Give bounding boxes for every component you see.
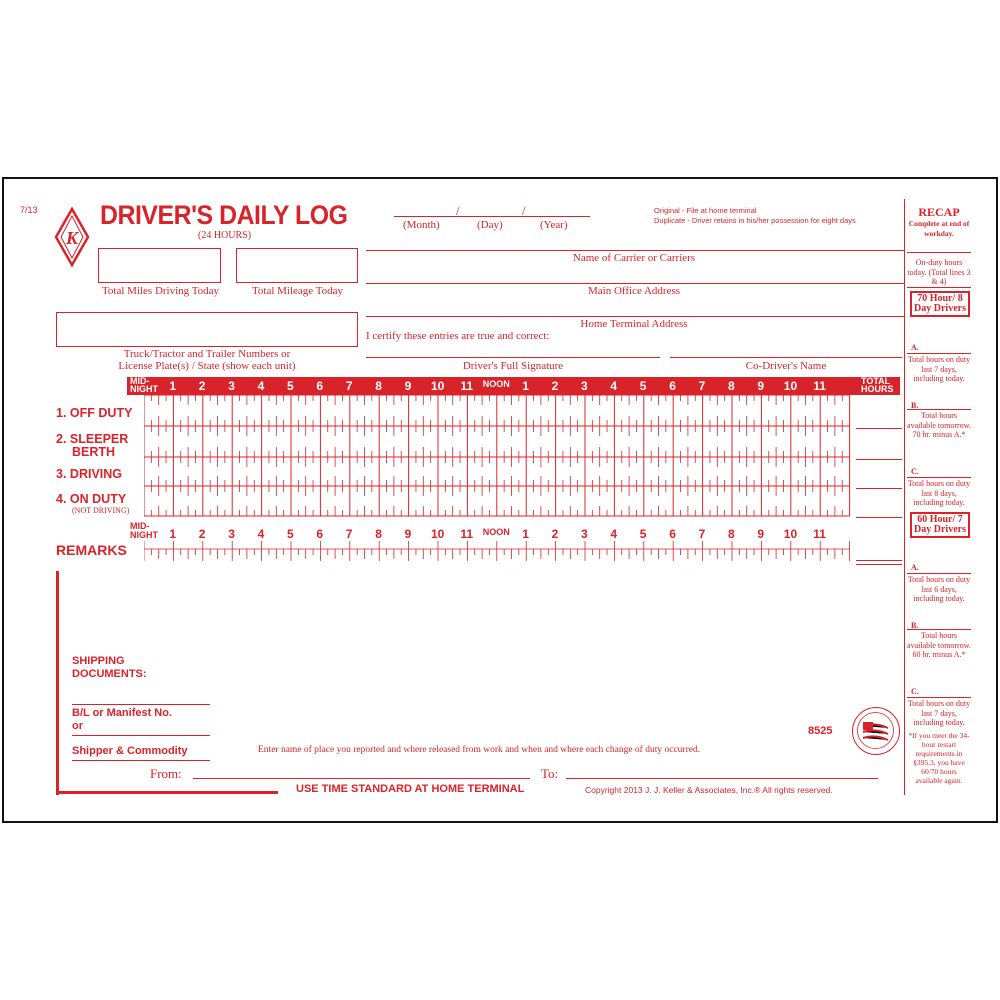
- hour-bottom-4: 4: [257, 527, 265, 541]
- recap-70-c: Total hours on duty last 8 days, including today.: [907, 479, 971, 507]
- hour-top-4: 4: [257, 379, 265, 393]
- hour-top-1: 1: [169, 379, 177, 393]
- truck-trailer-label: [56, 349, 358, 372]
- recap-70-c-label: C.: [911, 467, 919, 476]
- total-mileage-field[interactable]: [236, 248, 358, 283]
- recap-70-hour-box: 70 Hour/ 8 Day Drivers: [910, 291, 970, 317]
- row-on-duty-sub: (NOT DRIVING): [72, 506, 130, 515]
- signature-field[interactable]: [366, 357, 660, 358]
- shipping-line1: SHIPPING: [72, 655, 125, 667]
- date-slash-2: /: [522, 203, 526, 218]
- recap-rule: [907, 252, 971, 253]
- hour-bottom-9: 9: [757, 527, 765, 541]
- certify-statement: I certify these entries are true and correct:: [366, 330, 550, 342]
- carrier-field[interactable]: [366, 283, 904, 284]
- recap-70-b-field[interactable]: [907, 409, 971, 410]
- month-label: (Month): [403, 219, 440, 231]
- row-off-duty-label: [56, 407, 132, 420]
- total-hours-sleeper[interactable]: [856, 459, 902, 460]
- hour-top-9: 9: [404, 379, 412, 393]
- total-hours-top: TOTAL: [861, 376, 891, 386]
- hour-top-7: 7: [698, 379, 706, 393]
- hour-header-bar: [127, 377, 900, 395]
- shipping-documents-label: [72, 655, 147, 681]
- row-text: SLEEPER: [69, 432, 129, 446]
- recap-70-a: Total hours on duty last 7 days, including today.: [907, 355, 971, 383]
- hour-top-11: 11: [460, 379, 474, 393]
- hour-bottom-5: 5: [287, 527, 294, 541]
- svg-text:K: K: [65, 228, 79, 248]
- flag-icon: [853, 708, 898, 753]
- carrier-label: Name of Carrier or Carriers: [572, 252, 696, 264]
- midnight-bottom-top: MID-: [130, 521, 150, 531]
- main-office-field[interactable]: [366, 316, 904, 317]
- row-on-duty-label: [56, 493, 126, 506]
- hour-bottom-7: 7: [345, 527, 353, 541]
- hour-labels-top: [127, 377, 900, 395]
- hour-top-5: 5: [639, 379, 647, 393]
- codriver-field[interactable]: [670, 357, 902, 358]
- total-hours-driving[interactable]: [856, 488, 902, 489]
- shipping-line2: DOCUMENTS:: [72, 668, 147, 680]
- hour-top-2: 2: [198, 379, 206, 393]
- recap-70-b-label: B.: [911, 401, 919, 410]
- remarks-label: REMARKS: [56, 542, 127, 558]
- recap-60-c-label: C.: [911, 687, 919, 696]
- row-num: 2.: [56, 432, 67, 446]
- hour-top-3: 3: [581, 379, 588, 393]
- hour-bottom-8: 8: [728, 527, 735, 541]
- hour-top-6: 6: [316, 379, 324, 393]
- signature-label: Driver's Full Signature: [462, 360, 564, 372]
- truck-trailer-field[interactable]: [56, 312, 358, 347]
- copyright-notice: Copyright 2013 J. J. Keller & Associates, Inc.® All rights reserved.: [585, 785, 833, 795]
- day-label: (Day): [477, 219, 503, 231]
- recap-60-c: Total hours on duty last 7 days, including today.: [907, 699, 971, 727]
- hour-top-8: 8: [375, 379, 382, 393]
- hour-top-noon: NOON: [482, 379, 510, 389]
- row-text: DRIVING: [69, 467, 123, 481]
- recap-70-a-field[interactable]: [907, 353, 971, 354]
- row-text: OFF DUTY: [69, 406, 133, 420]
- from-field[interactable]: [193, 778, 530, 779]
- recap-60-a: Total hours on duty last 6 days, including today.: [907, 575, 971, 603]
- total-miles-label: Total Miles Driving Today: [101, 285, 220, 297]
- remarks-bottom-border: [56, 791, 278, 794]
- row-text: ON DUTY: [69, 492, 127, 506]
- recap-60-hour-box: 60 Hour/ 7 Day Drivers: [910, 512, 970, 538]
- hour-bottom-noon: NOON: [482, 527, 510, 537]
- main-office-label: Main Office Address: [587, 285, 681, 297]
- hour-bottom-3: 3: [228, 527, 235, 541]
- or-label: or: [72, 720, 83, 732]
- total-hours-sum-1: [856, 560, 902, 561]
- hour-top-10: 10: [431, 379, 445, 393]
- original-copy-note: Original - File at home terminal: [654, 206, 757, 215]
- date-slash-1: /: [456, 203, 460, 218]
- driver-daily-log-form: [2, 177, 998, 823]
- remarks-time-ruler[interactable]: [144, 541, 854, 565]
- total-hours-sum-2: [856, 564, 902, 565]
- shipping-documents-field[interactable]: [72, 704, 210, 705]
- hour-top-3: 3: [228, 379, 235, 393]
- hour-bottom-11: 11: [813, 527, 826, 541]
- date-line[interactable]: [394, 216, 590, 217]
- hour-top-11: 11: [813, 379, 826, 393]
- hour-bottom-2: 2: [551, 527, 559, 541]
- home-terminal-label: Home Terminal Address: [580, 318, 688, 330]
- truck-label-line1: Truck/Tractor and Trailer Numbers or: [123, 348, 291, 360]
- recap-70-c-field[interactable]: [907, 477, 971, 478]
- keller-logo-icon: [54, 207, 90, 267]
- hour-top-8: 8: [728, 379, 735, 393]
- hour-top-1: 1: [522, 379, 529, 393]
- hour-top-5: 5: [287, 379, 294, 393]
- recap-70-b: Total hours available tomorrow. 70 hr. minus A.*: [907, 411, 971, 439]
- total-hours-bottom: HOURS: [861, 384, 894, 394]
- hour-top-2: 2: [551, 379, 559, 393]
- recap-title: RECAP: [918, 205, 960, 219]
- to-field[interactable]: [566, 778, 878, 779]
- hour-bottom-1: 1: [522, 527, 529, 541]
- row-num: 4.: [56, 492, 67, 506]
- hour-top-6: 6: [669, 379, 676, 393]
- recap-onduty-today: On-duty hours today. (Total lines 3 & 4): [907, 258, 971, 286]
- hour-bottom-4: 4: [610, 527, 618, 541]
- row-num: 3.: [56, 467, 67, 481]
- from-label: From:: [150, 766, 182, 781]
- recap-60-c-field[interactable]: [907, 697, 971, 698]
- midnight-bottom-bottom: NIGHT: [130, 530, 158, 540]
- duplicate-copy-note: Duplicate - Driver retains in his/her possession for eight days: [654, 216, 856, 225]
- recap-60-b: Total hours available tomorrow. 60 hr. minus A.*: [907, 631, 971, 659]
- hour-bottom-6: 6: [316, 527, 324, 541]
- time-standard-note: USE TIME STANDARD AT HOME TERMINAL: [296, 783, 525, 795]
- total-hours-offduty[interactable]: [856, 428, 902, 429]
- hour-bottom-5: 5: [639, 527, 647, 541]
- hour-bottom-8: 8: [375, 527, 382, 541]
- hour-top-7: 7: [345, 379, 353, 393]
- hour-bottom-3: 3: [581, 527, 588, 541]
- total-mileage-label: Total Mileage Today: [251, 285, 344, 297]
- made-in-usa-seal: [852, 707, 900, 755]
- row-sleeper-label: [56, 433, 128, 459]
- recap-onduty-field[interactable]: [907, 287, 971, 288]
- shipper-commodity-label: Shipper & Commodity: [72, 745, 188, 757]
- form-number: 8525: [808, 725, 833, 737]
- recap-60-b-field[interactable]: [907, 629, 971, 630]
- recap-footnote: *If you meet the 34-hour restart requirements in §395.3, you have 60/70 hours available again.: [908, 731, 970, 785]
- recap-divider: [904, 199, 905, 795]
- revision-code: 7/13: [20, 205, 38, 215]
- hour-bottom-2: 2: [198, 527, 206, 541]
- recap-60-a-label: A.: [911, 563, 919, 572]
- hour-bottom-10: 10: [783, 527, 798, 541]
- to-label: To:: [541, 766, 559, 781]
- carrier-line-top: [366, 250, 904, 251]
- hour-bottom-7: 7: [698, 527, 706, 541]
- midnight-top-bottom: NIGHT: [130, 384, 158, 394]
- truck-label-line2: License Plate(s) / State (show each unit): [118, 359, 296, 372]
- codriver-label: Co-Driver's Name: [745, 360, 827, 372]
- recap-70-a-label: A.: [911, 343, 919, 352]
- hour-bottom-10: 10: [431, 527, 445, 541]
- recap-subtitle: Complete at end of workday.: [908, 219, 970, 238]
- row-driving-label: [56, 468, 122, 481]
- hour-bottom-11: 11: [460, 527, 474, 541]
- hour-top-4: 4: [610, 379, 618, 393]
- duty-status-grid[interactable]: [144, 395, 854, 519]
- midnight-top-top: MID-: [130, 376, 150, 386]
- form-subtitle: (24 HOURS): [198, 230, 252, 241]
- hour-bottom-1: 1: [169, 527, 177, 541]
- remarks-left-border: [56, 571, 59, 795]
- row-num: 1.: [56, 406, 67, 420]
- form-title: DRIVER'S DAILY LOG: [100, 200, 348, 230]
- recap-60-a-field[interactable]: [907, 573, 971, 574]
- total-miles-field[interactable]: [98, 248, 221, 283]
- hour-top-10: 10: [783, 379, 798, 393]
- bl-manifest-field[interactable]: [72, 735, 210, 736]
- hour-bottom-6: 6: [669, 527, 676, 541]
- hour-bottom-9: 9: [404, 527, 412, 541]
- shipper-commodity-field[interactable]: [72, 760, 210, 761]
- row-sub: BERTH: [72, 445, 116, 459]
- hour-top-9: 9: [757, 379, 765, 393]
- recap-60-b-label: B.: [911, 621, 919, 630]
- year-label: (Year): [540, 219, 568, 231]
- duty-change-instructions: Enter name of place you reported and where released from work and when and where each change of duty occurred.: [258, 745, 701, 755]
- total-hours-onduty[interactable]: [856, 517, 902, 518]
- bl-manifest-label: B/L or Manifest No.: [72, 707, 173, 719]
